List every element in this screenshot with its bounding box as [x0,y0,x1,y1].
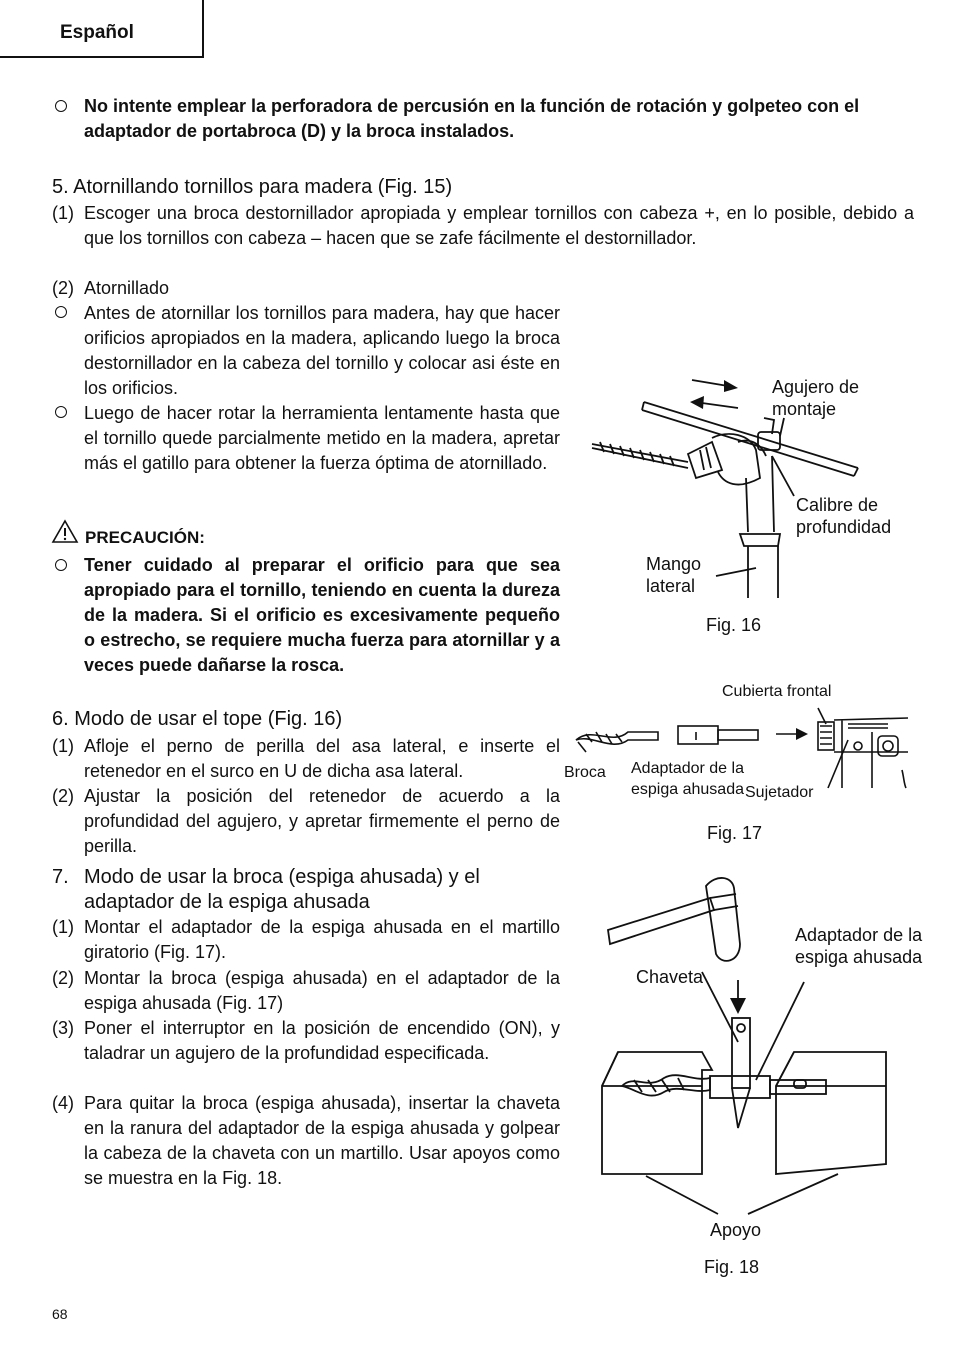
s5-bullet1: Antes de atornillar los tornillos para madera, hay que hacer orificios apropiados en la madera, aplicando luego la broca destornillador en la cabeza del tornillo y colocar asi éste en los orificios. [84,303,560,398]
page-number: 68 [52,1306,68,1322]
language-tab [0,0,204,58]
fig18-label-apoyo: Apoyo [710,1220,762,1240]
section7-heading: Modo de usar la broca (espiga ahusada) y el adaptador de la espiga ahusada [84,866,480,913]
s7-item2: Montar la broca (espiga ahusada) en el adaptador de la espiga ahusada (Fig. 17) [84,968,560,1013]
s7-item4: Para quitar la broca (espiga ahusada), insertar la chaveta en la ranura del adaptador de la espiga ahusada y golpear la cabeza de la chaveta con un martillo. Usar apoyos como se muestra en la Fig. 18. [84,1093,560,1188]
bullet-icon [55,406,67,418]
caution-text: Tener cuidado al preparar el orificio para que sea apropiado para el tornillo, teniendo en cuenta la dureza de la madera. Si el orificio es excesivamente pequeño o estrecho, se requiere mucha fuerza para atornillar y a veces puede dañarse la rosca. [84,555,560,675]
s7-item2-num: (2) [52,968,74,988]
s7-item1-num: (1) [52,917,74,937]
fig16-caption: Fig. 16 [706,615,762,635]
bullet-icon [55,100,67,112]
s6-item2: Ajustar la posición del retenedor de acuerdo a la profundidad del agujero, y apretar firmemente el perno de perilla. [84,786,560,856]
fig16-label-calibre: Calibre de profundidad [796,495,892,537]
s6-item1-num: (1) [52,736,74,756]
fig17-caption: Fig. 17 [707,823,763,843]
s5-item2-num: (2) [52,278,74,298]
fig16-label-agujero: Agujero de montaje [772,377,860,419]
fig18-label-adaptador: Adaptador de la espiga ahusada [795,925,923,967]
s5-item1-num: (1) [52,203,74,223]
caution-label: PRECAUCIÓN: [85,528,205,547]
language-label: Español [60,22,134,43]
fig18-label-chaveta: Chaveta [636,967,704,987]
s6-item2-num: (2) [52,786,74,806]
warning-triangle-icon [52,520,82,546]
fig17-label-sujetador: Sujetador [745,784,814,801]
fig17-label-broca: Broca [564,764,606,781]
fig18-caption: Fig. 18 [704,1257,760,1277]
fig17-label-adaptador: Adaptador de la espiga ahusada [631,760,744,798]
bullet-icon [55,306,67,318]
s7-item4-num: (4) [52,1093,74,1113]
s5-bullet2: Luego de hacer rotar la herramienta lentamente hasta que el tornillo quede parcialmente metido en la madera, apretar más el gatillo para obtener la fuerza óptima de atornillado. [84,403,560,473]
section6-heading: 6. Modo de usar el tope (Fig. 16) [52,708,343,730]
s7-item3: Poner el interruptor en la posición de encendido (ON), y taladrar un agujero de la profundidad especificada. [84,1018,560,1063]
fig16-label-mango: Mango lateral [646,554,702,596]
s6-item1: Afloje el perno de perilla del asa lateral, e inserte el retenedor en el surco en U de dicha asa lateral. [84,736,560,781]
s7-item1: Montar el adaptador de la espiga ahusada en el martillo giratorio (Fig. 17). [84,917,560,962]
fig17-label-cubierta: Cubierta frontal [722,683,832,700]
s5-item1: Escoger una broca destornillador apropiada y emplear tornillos con cabeza +, en lo posible, debido a que los tornillos con cabeza – hacen que se zafe fácilmente el destornillador. [84,203,914,248]
section5-heading: 5. Atornillando tornillos para madera (Fig. 15) [52,176,453,198]
s5-item2: Atornillado [84,278,170,298]
bullet-icon [55,559,67,571]
s7-heading-num: 7. [52,866,69,888]
s7-item3-num: (3) [52,1018,74,1038]
top-warning: No intente emplear la perforadora de percusión en la función de rotación y golpeteo con el adaptador de portabroca (D) y la broca instalados. [84,96,860,141]
